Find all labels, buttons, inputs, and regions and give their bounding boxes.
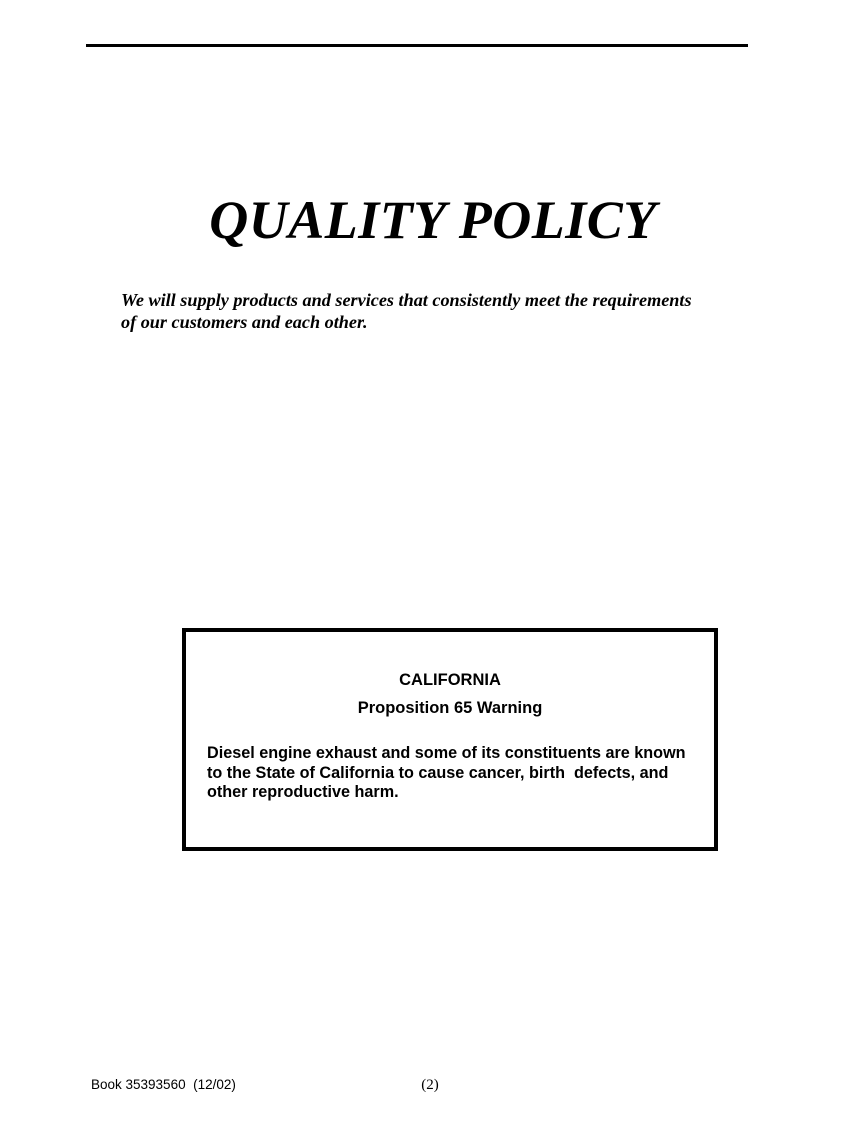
warning-body-line: other reproductive harm.: [207, 783, 399, 801]
quality-policy-statement: [121, 289, 761, 333]
footer-page-number: (2): [421, 1077, 439, 1093]
page-title: QUALITY POLICY: [209, 190, 657, 250]
statement-line: of our customers and each other.: [121, 312, 368, 332]
warning-body-line: Diesel engine exhaust and some of its constituents are known: [207, 744, 686, 762]
warning-body: [207, 744, 707, 803]
warning-body-line: to the State of California to cause cancer, birth defects, and: [207, 763, 669, 782]
warning-heading: CALIFORNIA: [399, 671, 501, 689]
warning-subheading: Proposition 65 Warning: [357, 699, 543, 717]
prop65-warning-box: [182, 628, 718, 851]
statement-line: We will supply products and services that consistently meet the requirements: [121, 290, 692, 310]
footer-book-reference: Book 35393560 (12/02): [91, 1077, 236, 1092]
top-rule-divider: [86, 44, 748, 47]
